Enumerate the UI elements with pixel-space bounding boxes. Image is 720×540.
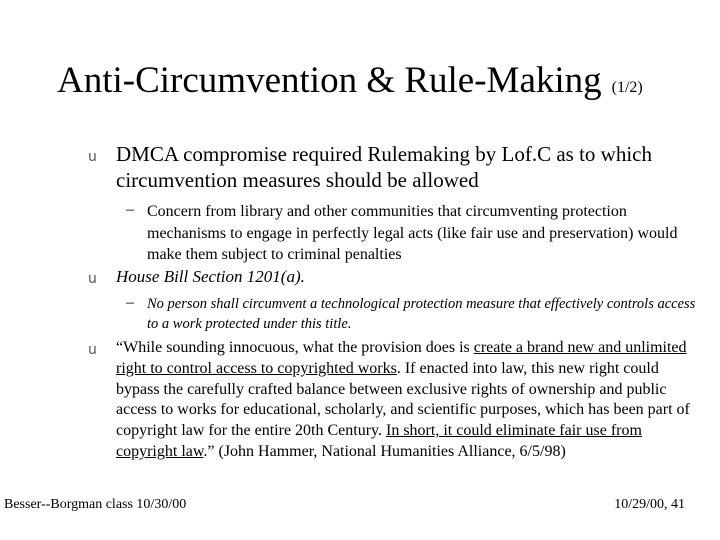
quote-text-b: . If enacted into law, this new right could bypass the carefully crafted balance between exclusive rights of ownership and public access to works for educational, scholarly, and scientific purposes, which has been part of copyright law for the entire 20th Century. [116,359,690,440]
quote-text-a: “While sounding innocuous, what the provision does is [116,339,474,356]
footer-course: Besser--Borgman class 10/30/00 [4,497,187,512]
quote-text-c: .” (John Hammer, National Humanities Alliance, 6/5/98) [203,442,566,460]
sub-bullet-library-concern: Concern from library and other communities that circumventing protection mechanisms to engage in perfectly legal acts (like fair use and preservation) would make them subject to criminal penalties [147,203,678,264]
slide-title [57,62,643,99]
sub-bullet-section-quote: No person shall circumvent a technological protection measure that effectively controls access to a work protected under this title. [147,296,696,332]
quote-underlined-1: create a brand new and unlimited right to control access to copyrighted works [116,339,687,377]
bullet-hammer-quote [116,338,696,463]
bullet-house-bill: House Bill Section 1201(a). [116,267,305,286]
quote-underlined-2: In short, it could eliminate fair use from copyright law [116,422,642,460]
bullet-dmca-compromise: DMCA compromise required Rulemaking by Lof.C as to which circumvention measures should be allowed [116,142,653,192]
bullet-icon: u [88,271,97,287]
dash-icon: – [126,201,134,218]
bullet-icon: u [88,149,97,165]
dash-icon: – [126,294,134,311]
footer-date-page: 10/29/00, 41 [614,497,685,512]
title-main: Anti-Circumvention & Rule-Making [57,60,602,101]
bullet-icon: u [88,342,97,358]
title-part-indicator: (1/2) [611,79,643,96]
